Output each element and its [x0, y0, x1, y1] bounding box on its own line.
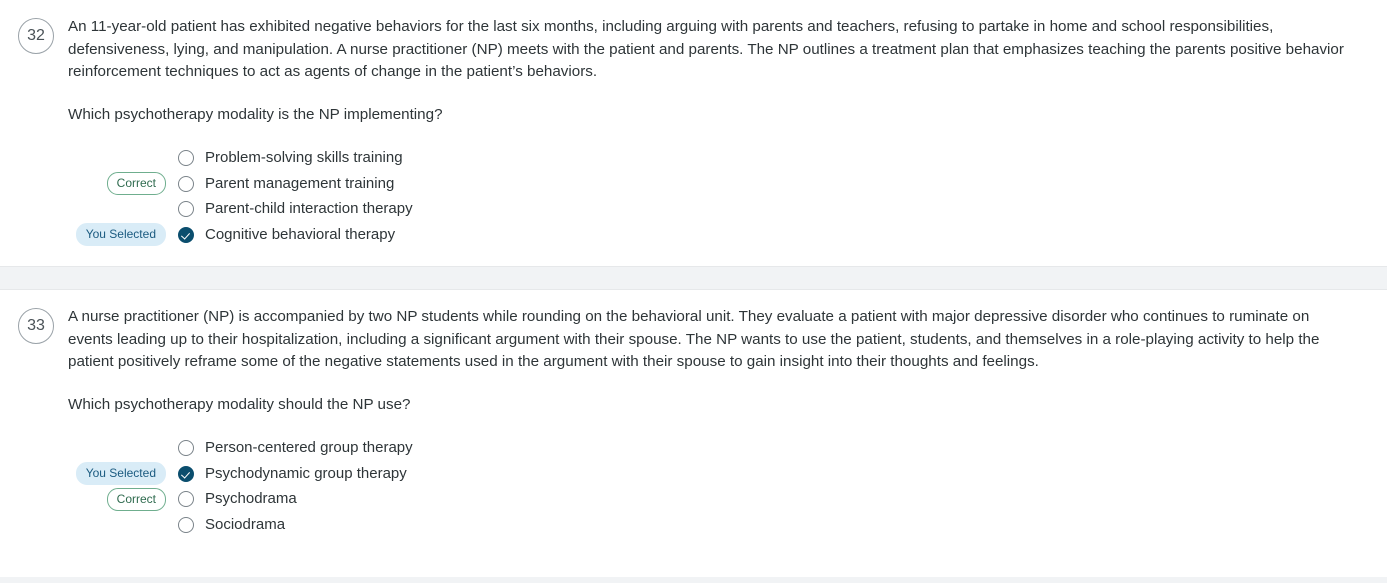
radio-icon[interactable]	[178, 440, 194, 456]
answer-label: Problem-solving skills training	[205, 149, 403, 167]
radio-icon[interactable]	[178, 201, 194, 217]
question-stem: An 11-year-old patient has exhibited negative behaviors for the last six months, including arguing with parents and teachers, refusing to partake in home and school responsibilities, defensiveness, lying, and manipulation. A nurse practitioner (NP) meets with the patient and parents. The NP outlines a treatment plan that emphasizes teaching the parents positive behavior reinforcement techniques to act as agents of change in the patient’s behaviors.	[68, 18, 1344, 80]
question-number-badge: 32	[18, 18, 54, 54]
radio-icon[interactable]	[178, 517, 194, 533]
answer-option[interactable]	[68, 146, 1367, 172]
radio-icon[interactable]	[178, 491, 194, 507]
answer-option[interactable]	[68, 436, 1367, 462]
answer-label: Psychodynamic group therapy	[205, 464, 407, 482]
you-selected-badge: You Selected	[76, 462, 166, 485]
question-number-badge: 33	[18, 308, 54, 344]
you-selected-badge: You Selected	[76, 223, 166, 246]
answer-label: Parent management training	[205, 174, 395, 192]
answer-tag-slot	[68, 462, 178, 485]
answer-label: Cognitive behavioral therapy	[205, 225, 396, 243]
question-prompt: Which psychotherapy modality is the NP implementing?	[68, 105, 443, 123]
question-card-32	[0, 0, 1387, 267]
radio-icon-checked[interactable]	[178, 227, 194, 243]
answer-tag-slot	[68, 223, 178, 246]
question-card-33	[0, 289, 1387, 577]
question-stem: A nurse practitioner (NP) is accompanied by two NP students while rounding on the behavioral unit. They evaluate a patient with major depressive disorder who continues to ruminate on events leading up to their hospitalization, including a significant argument with their spouse. The NP wants to use the patient, students, and themselves in a role-playing activity to help the patient positively reframe some of the negative statements used in the argument with their spouse to gain insight into their thoughts and feelings.	[68, 308, 1320, 370]
question-prompt: Which psychotherapy modality should the NP use?	[68, 395, 411, 413]
answer-label: Person-centered group therapy	[205, 439, 413, 457]
answer-option[interactable]	[68, 461, 1367, 487]
question-body	[68, 304, 1367, 538]
radio-icon[interactable]	[178, 150, 194, 166]
correct-badge: Correct	[107, 172, 166, 195]
radio-icon-checked[interactable]	[178, 466, 194, 482]
answer-option[interactable]	[68, 487, 1367, 513]
answer-option[interactable]	[68, 222, 1367, 248]
answer-options-list	[68, 146, 1367, 248]
radio-icon[interactable]	[178, 176, 194, 192]
page-bottom-strip	[0, 577, 1387, 583]
answer-label: Psychodrama	[205, 490, 297, 508]
answer-tag-slot	[68, 488, 178, 511]
answer-option[interactable]	[68, 512, 1367, 538]
answer-option[interactable]	[68, 171, 1367, 197]
answer-options-list	[68, 436, 1367, 538]
card-separator	[0, 267, 1387, 289]
answer-label: Sociodrama	[205, 515, 286, 533]
question-body	[68, 14, 1367, 248]
answer-label: Parent-child interaction therapy	[205, 200, 413, 218]
answer-tag-slot	[68, 172, 178, 195]
correct-badge: Correct	[107, 488, 166, 511]
answer-option[interactable]	[68, 197, 1367, 223]
